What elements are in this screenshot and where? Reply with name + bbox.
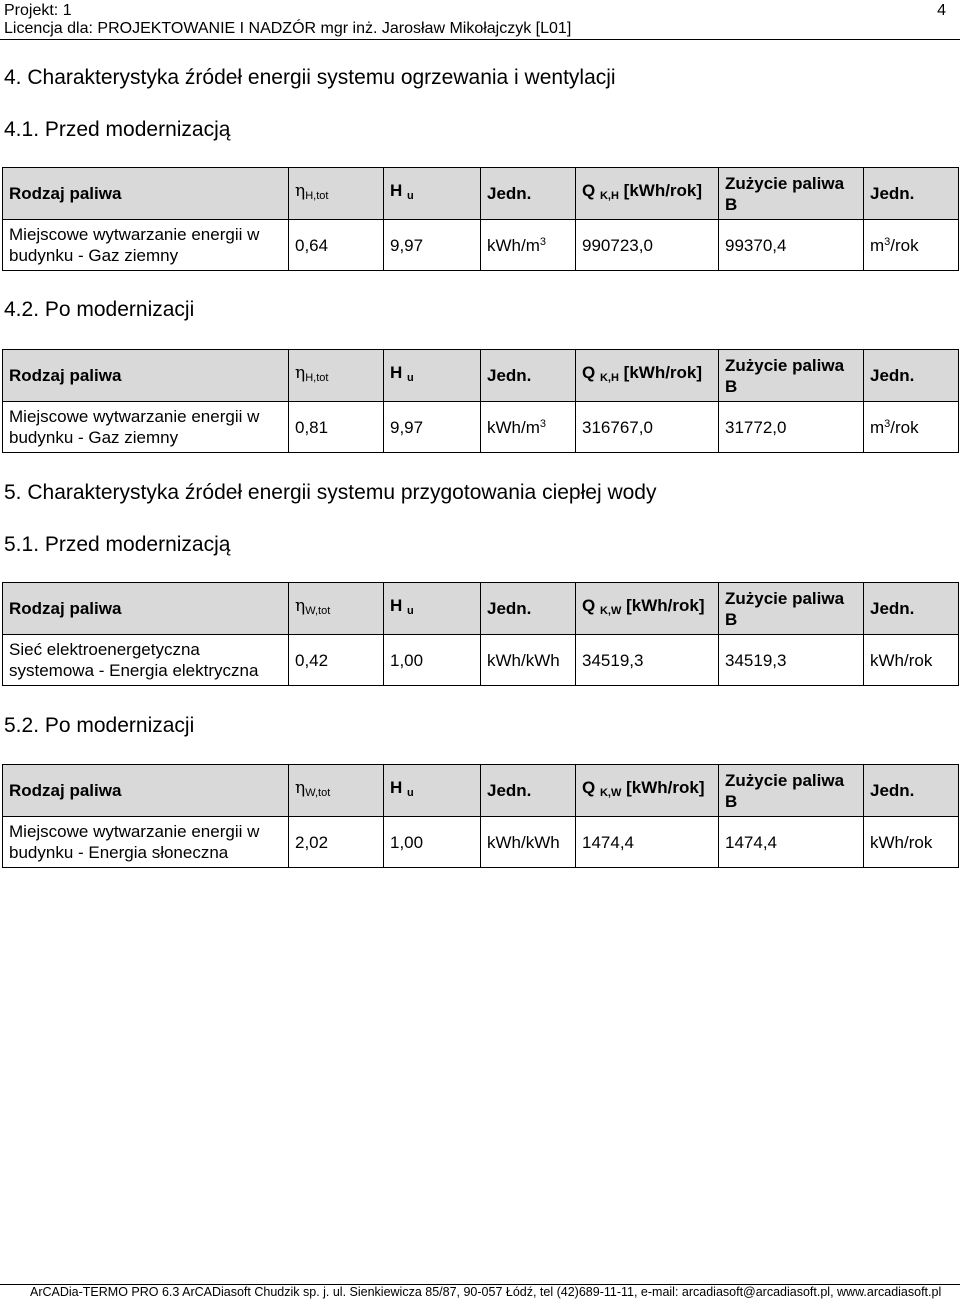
table-4-2 bbox=[2, 349, 959, 453]
footer-text: ArCADia-TERMO PRO 6.3 ArCADiasoft Chudzik sp. j. ul. Sienkiewicza 85/87, 90-057 Łódź, tel (42)689-11-11, e-mail: arcadiasoft@arcadiasoft.pl, www.arcadiasoft.pl bbox=[30, 1285, 942, 1299]
table-row bbox=[3, 402, 959, 453]
cell-unit bbox=[481, 402, 576, 453]
col-unit2-header: Jedn. bbox=[864, 350, 959, 402]
table-5-2 bbox=[2, 764, 959, 868]
consumption-line2: B bbox=[725, 194, 738, 214]
cell-q: 990723,0 bbox=[576, 220, 719, 271]
cell-b: 99370,4 bbox=[719, 220, 864, 271]
cell-hu: 1,00 bbox=[384, 817, 481, 868]
cell-fuel: Sieć elektroenergetyczna systemowa - Energia elektryczna bbox=[3, 635, 289, 686]
unit2-base: m bbox=[870, 417, 885, 437]
cell-unit2: kWh/rok bbox=[864, 817, 959, 868]
table-header-row bbox=[3, 765, 959, 817]
cell-fuel: Miejscowe wytwarzanie energii w budynku - Gaz ziemny bbox=[3, 220, 289, 271]
q-symbol: Q bbox=[582, 596, 596, 615]
col-fuel-header: Rodzaj paliwa bbox=[3, 583, 289, 635]
q-subscript: K,H bbox=[599, 372, 619, 384]
cell-q: 34519,3 bbox=[576, 635, 719, 686]
unit2-rest: /rok bbox=[890, 417, 919, 437]
section-5-1-heading: 5.1. Przed modernizacją bbox=[4, 533, 231, 556]
col-unit2-header: Jedn. bbox=[864, 765, 959, 817]
cell-hu: 9,97 bbox=[384, 220, 481, 271]
unit-base: kWh/m bbox=[487, 417, 540, 437]
cell-unit bbox=[481, 220, 576, 271]
col-consumption-header bbox=[719, 583, 864, 635]
col-unit-header: Jedn. bbox=[481, 168, 576, 220]
cell-b: 31772,0 bbox=[719, 402, 864, 453]
cell-unit: kWh/kWh bbox=[481, 635, 576, 686]
cell-eta: 0,42 bbox=[289, 635, 384, 686]
table-row bbox=[3, 635, 959, 686]
header-divider bbox=[0, 39, 960, 40]
hu-symbol: H bbox=[390, 181, 403, 200]
q-symbol: Q bbox=[582, 778, 596, 797]
eta-subscript: H,tot bbox=[305, 190, 329, 202]
q-symbol: Q bbox=[582, 363, 596, 382]
section-5-2-heading: 5.2. Po modernizacji bbox=[4, 714, 195, 737]
eta-symbol: η bbox=[295, 363, 306, 383]
consumption-line1: Zużycie paliwa bbox=[725, 173, 845, 193]
col-fuel-header: Rodzaj paliwa bbox=[3, 765, 289, 817]
table-header-row bbox=[3, 350, 959, 402]
consumption-line1: Zużycie paliwa bbox=[725, 770, 845, 790]
table-5-1 bbox=[2, 582, 959, 686]
consumption-line1: Zużycie paliwa bbox=[725, 588, 845, 608]
cell-b: 1474,4 bbox=[719, 817, 864, 868]
consumption-line1: Zużycie paliwa bbox=[725, 355, 845, 375]
col-consumption-header bbox=[719, 350, 864, 402]
q-unit: [kWh/rok] bbox=[626, 778, 705, 797]
consumption-line2: B bbox=[725, 376, 738, 396]
col-consumption-header bbox=[719, 168, 864, 220]
cell-eta: 0,81 bbox=[289, 402, 384, 453]
unit2-rest: /rok bbox=[890, 235, 919, 255]
cell-hu: 1,00 bbox=[384, 635, 481, 686]
hu-subscript: u bbox=[407, 605, 414, 617]
cell-hu: 9,97 bbox=[384, 402, 481, 453]
table-row bbox=[3, 220, 959, 271]
eta-subscript: W,tot bbox=[305, 605, 331, 617]
eta-symbol: η bbox=[295, 778, 306, 798]
hu-symbol: H bbox=[390, 363, 403, 382]
section-5-heading: 5. Charakterystyka źródeł energii systemu przygotowania ciepłej wody bbox=[4, 481, 657, 504]
col-eta-header bbox=[289, 168, 384, 220]
unit2-exponent: 3 bbox=[884, 235, 891, 248]
col-unit-header: Jedn. bbox=[481, 350, 576, 402]
unit2-base: m bbox=[870, 235, 885, 255]
table-header-row bbox=[3, 583, 959, 635]
cell-q: 316767,0 bbox=[576, 402, 719, 453]
col-unit-header: Jedn. bbox=[481, 765, 576, 817]
section-4-1-heading: 4.1. Przed modernizacją bbox=[4, 118, 231, 141]
col-eta-header bbox=[289, 350, 384, 402]
col-hu-header bbox=[384, 350, 481, 402]
q-subscript: K,W bbox=[599, 787, 622, 799]
q-unit: [kWh/rok] bbox=[623, 363, 703, 382]
unit-base: kWh/m bbox=[487, 235, 540, 255]
unit-exponent: 3 bbox=[539, 417, 547, 430]
cell-eta: 2,02 bbox=[289, 817, 384, 868]
cell-unit2 bbox=[864, 402, 959, 453]
cell-q: 1474,4 bbox=[576, 817, 719, 868]
cell-b: 34519,3 bbox=[719, 635, 864, 686]
col-unit-header: Jedn. bbox=[481, 583, 576, 635]
consumption-line2: B bbox=[725, 791, 738, 811]
unit-exponent: 3 bbox=[539, 235, 547, 248]
col-q-header bbox=[576, 765, 719, 817]
hu-subscript: u bbox=[407, 190, 414, 202]
hu-symbol: H bbox=[390, 778, 403, 797]
section-4-heading: 4. Charakterystyka źródeł energii systemu ogrzewania i wentylacji bbox=[4, 66, 616, 89]
eta-subscript: W,tot bbox=[305, 787, 331, 799]
col-hu-header bbox=[384, 765, 481, 817]
section-4-2-heading: 4.2. Po modernizacji bbox=[4, 298, 195, 321]
table-4-1 bbox=[2, 167, 959, 271]
col-eta-header bbox=[289, 583, 384, 635]
eta-symbol: η bbox=[295, 181, 306, 201]
license-label: Licencja dla: PROJEKTOWANIE I NADZÓR mgr inż. Jarosław Mikołajczyk [L01] bbox=[4, 20, 572, 37]
cell-fuel: Miejscowe wytwarzanie energii w budynku - Energia słoneczna bbox=[3, 817, 289, 868]
cell-unit2: kWh/rok bbox=[864, 635, 959, 686]
col-consumption-header bbox=[719, 765, 864, 817]
hu-symbol: H bbox=[390, 596, 403, 615]
eta-symbol: η bbox=[295, 596, 306, 616]
cell-eta: 0,64 bbox=[289, 220, 384, 271]
col-unit2-header: Jedn. bbox=[864, 583, 959, 635]
q-unit: [kWh/rok] bbox=[626, 596, 705, 615]
cell-unit: kWh/kWh bbox=[481, 817, 576, 868]
col-hu-header bbox=[384, 583, 481, 635]
consumption-line2: B bbox=[725, 609, 738, 629]
col-unit2-header: Jedn. bbox=[864, 168, 959, 220]
hu-subscript: u bbox=[407, 787, 414, 799]
col-hu-header bbox=[384, 168, 481, 220]
col-eta-header bbox=[289, 765, 384, 817]
project-label: Projekt: 1 bbox=[4, 2, 72, 19]
page-number: 4 bbox=[937, 2, 946, 19]
q-subscript: K,W bbox=[599, 605, 622, 617]
unit2-exponent: 3 bbox=[884, 417, 891, 430]
q-unit: [kWh/rok] bbox=[623, 181, 703, 200]
col-fuel-header: Rodzaj paliwa bbox=[3, 168, 289, 220]
table-header-row bbox=[3, 168, 959, 220]
col-q-header bbox=[576, 350, 719, 402]
col-q-header bbox=[576, 583, 719, 635]
table-row bbox=[3, 817, 959, 868]
cell-fuel: Miejscowe wytwarzanie energii w budynku - Gaz ziemny bbox=[3, 402, 289, 453]
cell-unit2 bbox=[864, 220, 959, 271]
eta-subscript: H,tot bbox=[305, 372, 329, 384]
q-subscript: K,H bbox=[599, 190, 619, 202]
hu-subscript: u bbox=[407, 372, 414, 384]
col-fuel-header: Rodzaj paliwa bbox=[3, 350, 289, 402]
q-symbol: Q bbox=[582, 181, 596, 200]
col-q-header bbox=[576, 168, 719, 220]
